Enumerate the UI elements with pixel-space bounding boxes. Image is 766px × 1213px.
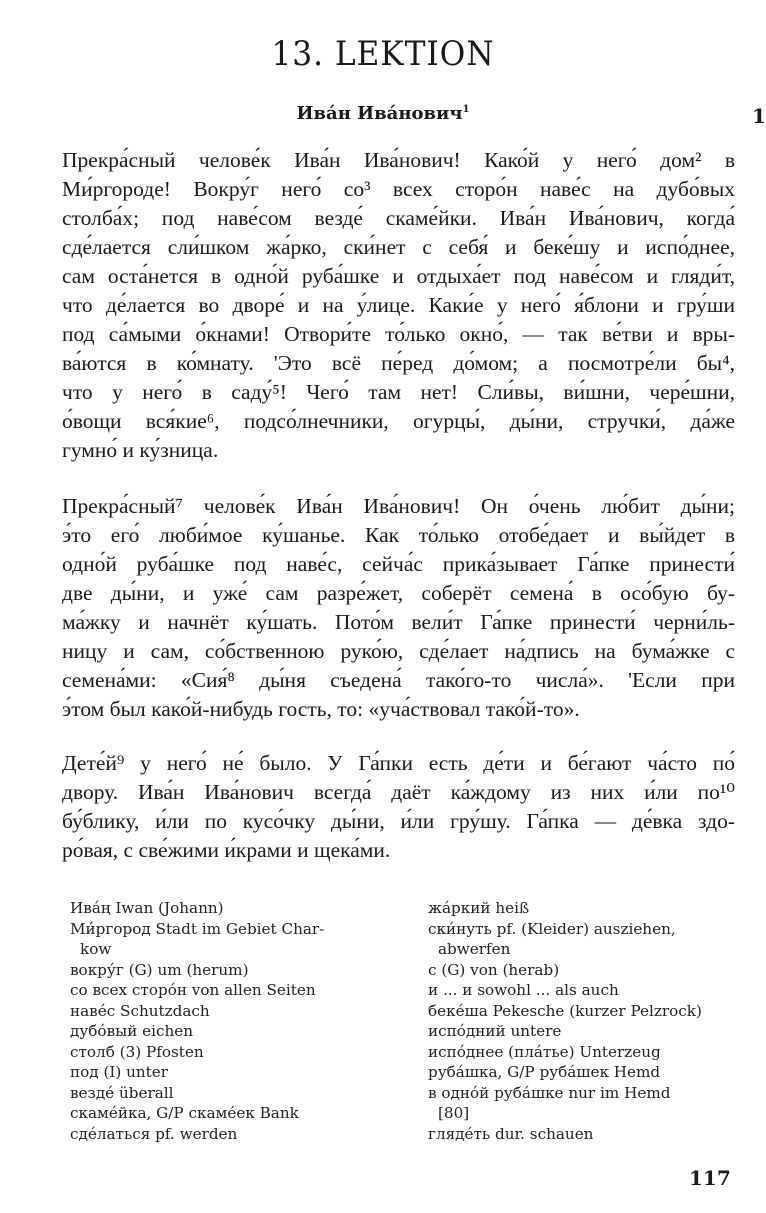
- text-line: под са́мыми о́кнами! Отвори́те то́лько окно́, — так ве́тви и вры-: [62, 322, 735, 346]
- text-line: две ды́ни, и уже́ сам разре́жет, соберёт семена́ в осо́бую бу-: [62, 581, 735, 605]
- vocabulary-entry: столб (3) Pfosten: [70, 1042, 204, 1061]
- vocabulary-entry-continuation: abwerfen: [438, 940, 511, 958]
- vocabulary-entry: ски́нуть pf. (Kleider) ausziehen,: [428, 919, 676, 938]
- vocabulary-entry: вокру́г (G) um (herum): [70, 960, 249, 979]
- text-line: Ми́ргороде! Вокру́г него́ со³ всех сторо́н наве́с на дубо́вых: [62, 177, 735, 201]
- vocabulary-entry: руба́шка, G/P руба́шек Hemd: [428, 1063, 661, 1081]
- text-line: двору. Ива́н Ива́нович всегда́ даёт ка́ждому из них и́ли по¹⁰: [62, 780, 735, 804]
- vocabulary-entry: скаме́йка, G/P скаме́ек Bank: [70, 1104, 299, 1122]
- vocabulary-left-column: [70, 898, 390, 1144]
- vocabulary-entry: гляде́ть dur. schauen: [428, 1124, 594, 1143]
- vocabulary-entry-continuation: kow: [80, 940, 112, 958]
- text-line: ва́ются в ко́мнату. 'Это всё пе́ред до́мом; а посмотре́ли бы⁴,: [62, 351, 735, 375]
- text-line: гумно́ и ку́зница.: [62, 438, 219, 462]
- vocabulary-entry: Ива́ң Iwan (Johann): [70, 899, 224, 917]
- vocabulary-entry: с (G) von (herab): [428, 960, 560, 979]
- text-line: ма́жку и начнёт ку́шать. Пото́м вели́т Га́пке принести́ черни́ль-: [62, 610, 735, 634]
- text-line: что де́лается во дворе́ и на у́лице. Каки́е у него́ я́блони и гру́ши: [62, 293, 735, 317]
- text-line: одно́й руба́шке под наве́с, сейча́с прика́зывает Га́пке принести́: [62, 552, 735, 576]
- vocabulary-entry-continuation: [80]: [438, 1104, 470, 1122]
- text-line: что у него́ в саду́⁵! Чего́ там нет! Сли́вы, ви́шни, чере́шни,: [62, 380, 735, 404]
- story-title: [0, 103, 766, 124]
- text-line: э́том был како́й-нибудь гость, то: «уча́ствовал тако́й-то».: [62, 697, 580, 721]
- text-line: сде́лается сли́шком жа́рко, ски́нет с себя́ и беке́шу и испо́днее,: [62, 235, 735, 259]
- text-line: Прекра́сный⁷ челове́к Ива́н Ива́нович! Он о́чень лю́бит ды́ни;: [62, 494, 735, 518]
- text-line: ро́вая, с све́жими и́крами и щека́ми.: [62, 838, 391, 862]
- vocabulary-entry: везде́ überall: [70, 1083, 174, 1102]
- vocabulary-entry: испо́днее (пла́тье) Unterzeug: [428, 1042, 661, 1061]
- text-line: ницу и сам, со́бственною руко́ю, сде́лает на́дпись на бума́жке с: [62, 639, 735, 663]
- paragraph-1: [62, 146, 735, 465]
- text-line: о́вощи вся́кие⁶, подсо́лнечники, огурцы́, ды́ни, стручки́, да́же: [62, 409, 735, 433]
- lesson-title: 13. LEKTION: [271, 34, 495, 74]
- paragraph-2: [62, 492, 735, 724]
- vocabulary-entry: под (I) unter: [70, 1063, 169, 1081]
- vocabulary-entry: со всех сторо́н von allen Seiten: [70, 981, 316, 999]
- vocabulary-entry: и ... и sowohl ... als auch: [428, 981, 619, 999]
- vocabulary-right-column: [428, 898, 748, 1144]
- text-line: сам оста́нется в одно́й руба́шке и отдыха́ет под наве́сом и гляди́т,: [62, 264, 735, 288]
- paragraph-3: [62, 749, 735, 865]
- vocabulary-entry: в одно́й руба́шке nur im Hemd: [428, 1083, 671, 1102]
- page-edge-mark: 1: [752, 104, 766, 128]
- text-line: Дете́й⁹ у него́ не́ было. У Га́пки есть де́ти и бе́гают ча́сто по́: [62, 751, 735, 775]
- text-line: семена́ми: «Сия́⁸ ды́ня съедена́ тако́го-то числа́». 'Если при: [62, 668, 735, 692]
- vocabulary-entry: дубо́вый eichen: [70, 1022, 194, 1040]
- vocabulary-entry: наве́с Schutzdach: [70, 1001, 210, 1020]
- page-number: 117: [689, 1166, 731, 1190]
- text-line: э́то его́ люби́мое ку́шанье. Как то́лько отобе́дает и вы́йдет в: [62, 523, 735, 547]
- vocabulary-entry: жа́ркий heiß: [428, 899, 530, 917]
- footnote-marker: 1: [462, 104, 470, 115]
- text-line: бу́блику, и́ли по кусо́чку ды́ни, и́ли гру́шу. Га́пка — де́вка здо-: [62, 809, 735, 833]
- vocabulary-entry: сде́латься pf. werden: [70, 1124, 238, 1143]
- text-line: столба́х; под наве́сом везде́ скаме́йки. Ива́н Ива́нович, когда́: [62, 206, 735, 230]
- vocabulary-entry: беке́ша Pekesche (kurzer Pelzrock): [428, 1001, 702, 1020]
- story-title-text: Ива́н Ива́нович: [296, 103, 463, 124]
- vocabulary-entry: Ми́ргород Stadt im Gebiet Char-: [70, 919, 325, 938]
- vocabulary-entry: испо́дний untere: [428, 1022, 562, 1040]
- text-line: Прекра́сный челове́к Ива́н Ива́нович! Како́й у него́ дом² в: [62, 148, 735, 172]
